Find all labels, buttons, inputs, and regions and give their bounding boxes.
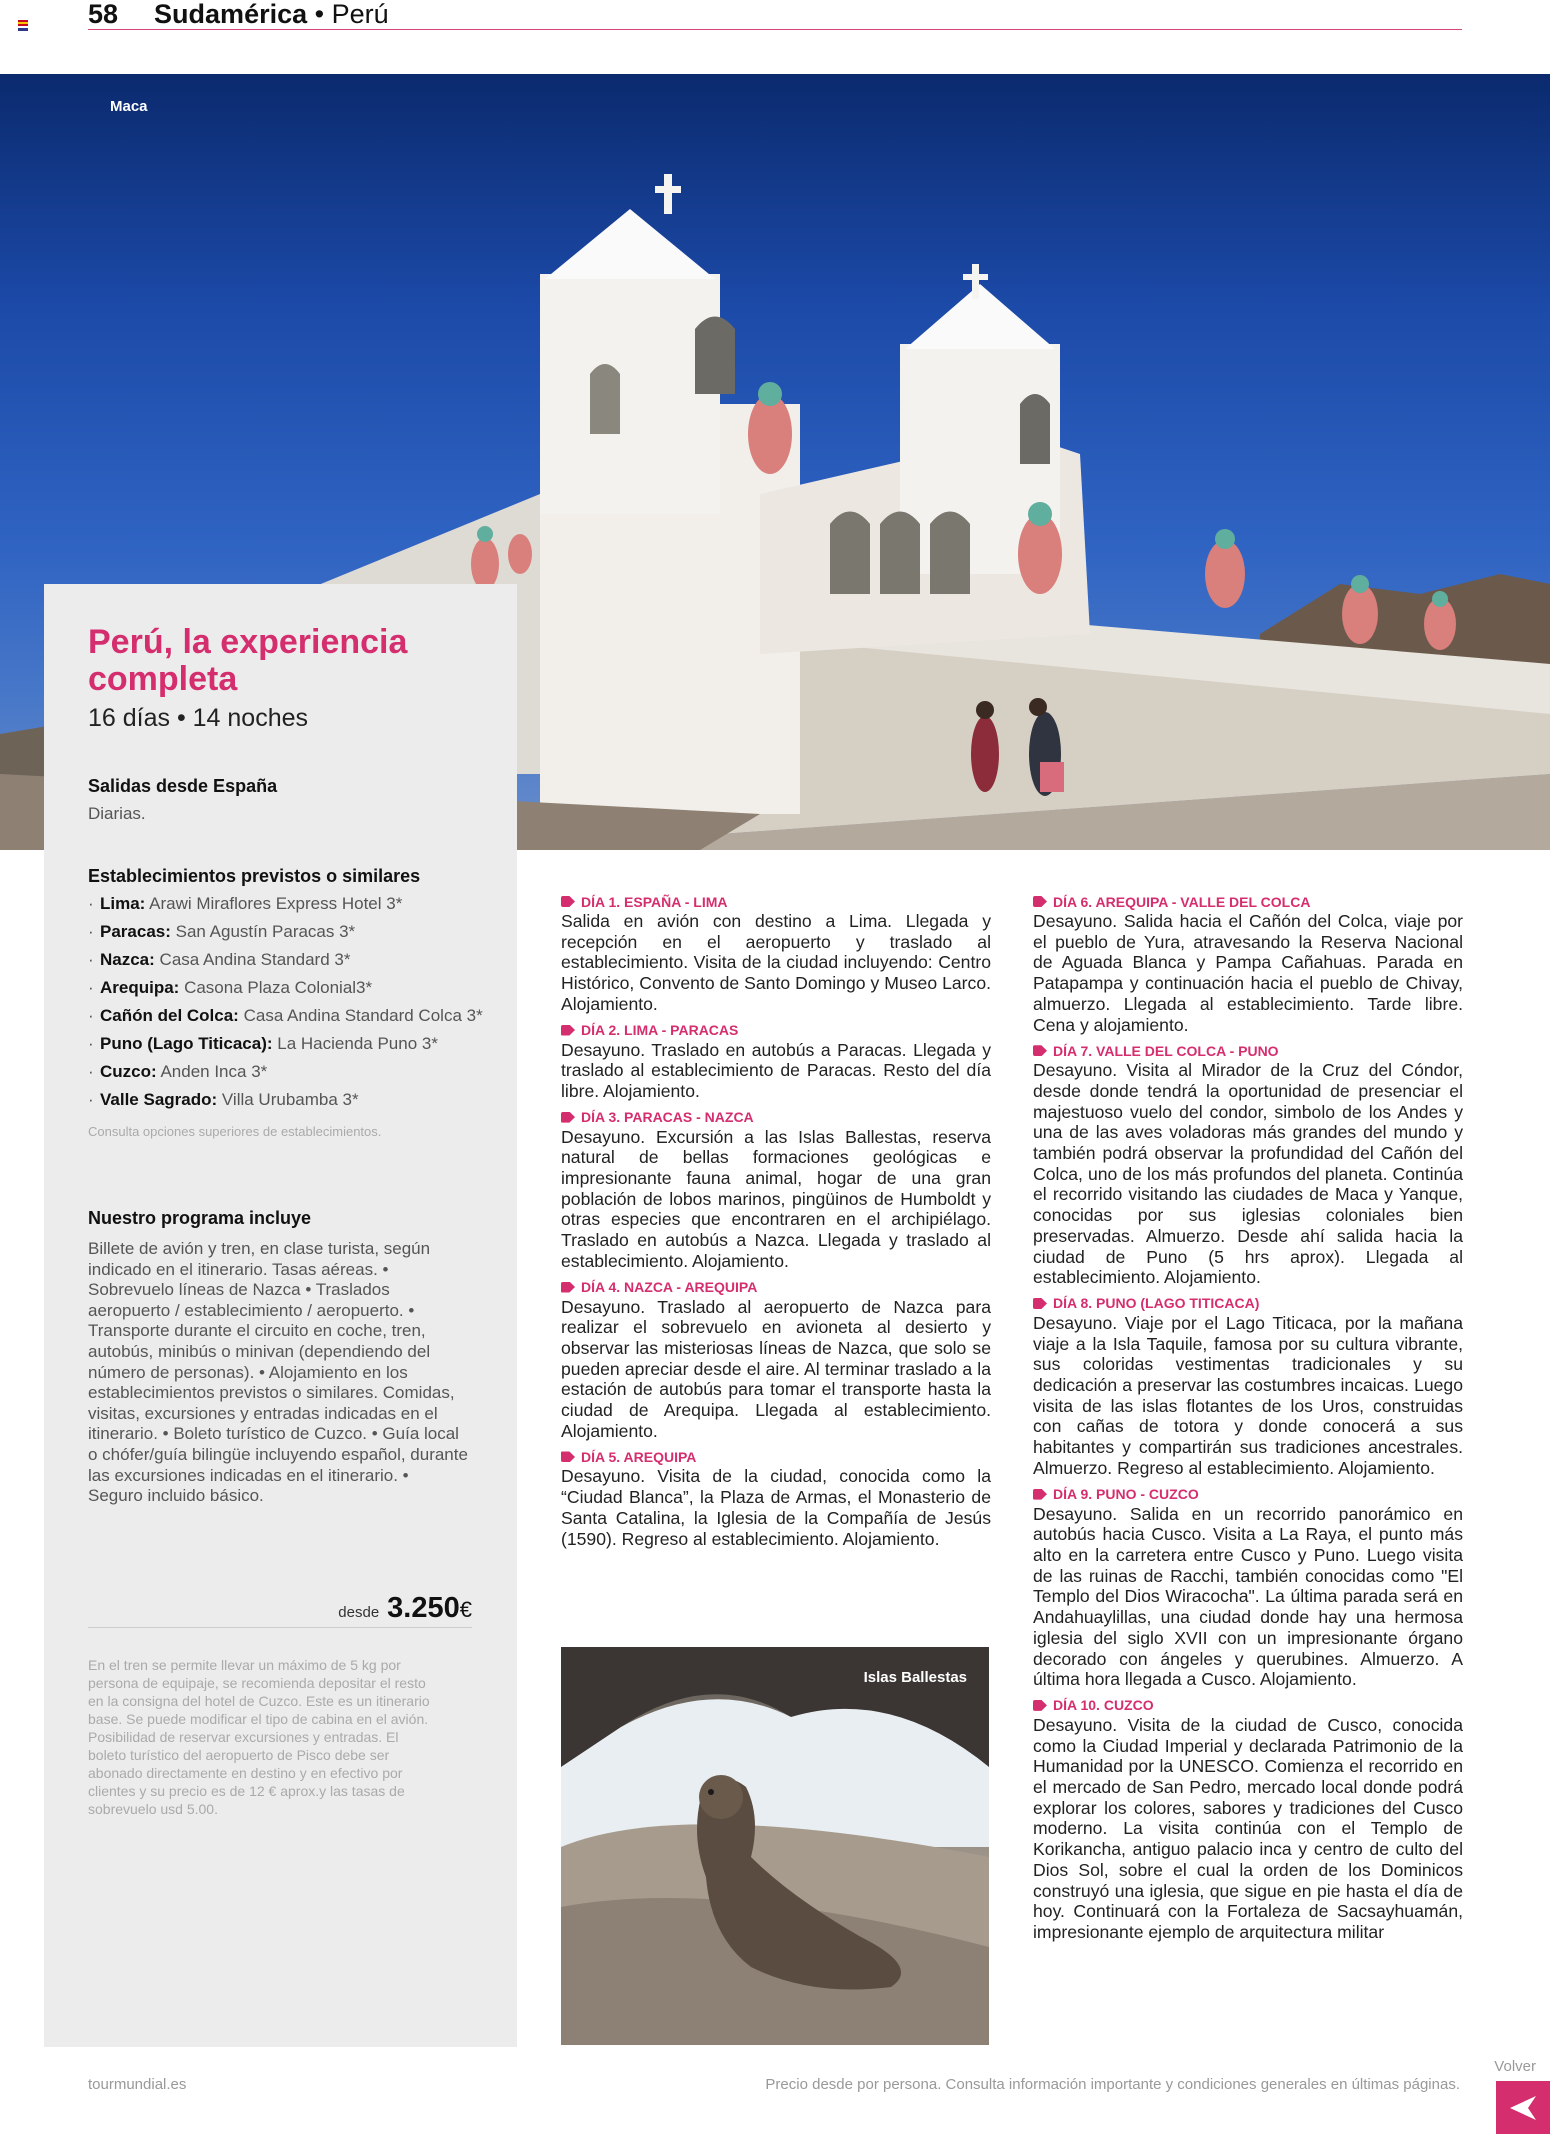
sea-lion-illustration <box>561 1647 989 2045</box>
hotel-item <box>88 949 488 970</box>
hotel-name: Casa Andina Standard Colca 3* <box>238 1006 483 1025</box>
trip-summary-panel <box>44 584 517 2047</box>
day-block <box>1033 1294 1463 1479</box>
hotel-place: Arequipa: <box>100 978 180 997</box>
day-title-text: DÍA 5. AREQUIPA <box>581 1448 697 1465</box>
hotel-item <box>88 1005 488 1026</box>
program-section <box>88 1208 468 1507</box>
day-title-text: DÍA 3. PARACAS - NAZCA <box>581 1109 754 1126</box>
day-text: Desayuno. Traslado al aeropuerto de Nazca para realizar el sobrevuelo en avioneta al desierto y observar las misteriosas líneas de Nazca, que solo se pueden apreciar desde el aire. Al terminar traslado a la estación de autobús para tomar el transporte hasta la ciudad de Arequipa. Llegada al establecimiento. Alojamiento. <box>561 1296 991 1441</box>
price-currency: € <box>459 1597 472 1622</box>
day-block <box>1033 1041 1463 1288</box>
day-text: Salida en avión con destino a Lima. Llegada y recepción en el aeropuerto y traslado al establecimiento. Visita de la ciudad incluyendo: Centro Histórico, Convento de Santo Domingo y Museo Larco. Alojamiento. <box>561 911 991 1014</box>
departures-heading: Salidas desde España <box>88 776 278 796</box>
hotel-name: La Hacienda Puno 3* <box>272 1034 438 1053</box>
program-text: Billete de avión y tren, en clase turista, según indicado en el itinerario. Tasas aéreas. • Sobrevuelo líneas de Nazca • Traslados aeropuerto / establecimiento / aeropuerto. • Transporte durante el circuito en coche, tren, autobús, minibús o minivan (dependiendo del número de personas). • Alojamiento en los establecimientos previstos o similares. Comidas, visitas, excursiones y entradas indicadas en el itinerario. • Boleto turístico de Cuzco. • Guía local o chófer/guía bilingüe incluyendo español, durante las excursiones indicadas en el itinerario. • Seguro incluido básico. <box>88 1239 468 1506</box>
day-title-text: DÍA 7. VALLE DEL COLCA - PUNO <box>1053 1042 1279 1059</box>
day-block <box>561 892 991 1015</box>
hotel-item <box>88 1089 488 1110</box>
day-title <box>1033 1696 1463 1715</box>
day-block <box>561 1447 991 1549</box>
hotels-note: Consulta opciones superiores de establecimientos. <box>88 1124 382 1139</box>
price-line <box>88 1584 472 1628</box>
hotel-name: Arawi Miraflores Express Hotel 3* <box>145 894 403 913</box>
day-text: Desayuno. Excursión a las Islas Ballestas, reserva natural de bellas formaciones geológicas e impresionante fauna animal, hogar de una gran población de lobos marinos, pingüinos de Humboldt y otras especies que encontraren en el archipiélago. Traslado en autobús a Nazca. Llegada y traslado al establecimiento. Alojamiento. <box>561 1126 991 1271</box>
hotel-place: Lima: <box>100 894 146 913</box>
day-block <box>1033 1485 1463 1690</box>
arrow-marker-icon <box>561 1282 575 1293</box>
arrow-marker-icon <box>561 1451 575 1462</box>
hotel-place: Paracas: <box>100 922 171 941</box>
hotel-name: San Agustín Paracas 3* <box>170 922 356 941</box>
day-text: Desayuno. Visita al Mirador de la Cruz del Cóndor, desde donde tendrá la oportunidad de presenciar el majestuoso vuelo del condor, simbolo de los Andes y una de las aves voladoras más grandes del mundo y también podrá observar la profundidad del Cañón del Colca, uno de los más profundos del planeta. Continúa el recorrido visitando las ciudades de Maca y Yanque, conocidas por sus iglesias coloniales bien preservadas. Almuerzo. Desde ahí salida hacia la ciudad de Puno (5 hrs aprox). Llegada al establecimiento. Alojamiento. <box>1033 1060 1463 1288</box>
hotels-list <box>88 893 488 1110</box>
back-button[interactable] <box>1496 2081 1550 2134</box>
section-title <box>154 0 389 30</box>
hotels-heading: Establecimientos previstos o similares <box>88 866 421 886</box>
section-title-rest: • Perú <box>307 0 389 29</box>
day-text: Desayuno. Salida hacia el Cañón del Colca, viaje por el pueblo de Yura, atravesando la Reserva Nacional de Aguada Blanca y Pampa Cañahuas. Parada en Patapampa y continuación hacia el pueblo de Chivay, almuerzo. Llegada al establecimiento. Tarde libre. Cena y alojamiento. <box>1033 911 1463 1035</box>
day-title-text: DÍA 8. PUNO (LAGO TITICACA) <box>1053 1295 1260 1312</box>
section-title-bold: Sudamérica <box>154 0 308 29</box>
hotel-name: Anden Inca 3* <box>156 1062 268 1081</box>
day-text: Desayuno. Salida en un recorrido panorámico en autobús hacia Cusco. Visita a La Raya, el punto más alto en la carretera entre Cusco y Puno. Luego visita de las ruinas de Racchi, también conocidas como "El Templo del Dios Wiracocha". La última parada será en Andahuaylillas, una ciudad donde hay una hermosa iglesia del siglo XVII con un impresionante órgano decorado con ángeles y querubines. Almuerzo. A última hora llegada a Cusco. Alojamiento. <box>1033 1503 1463 1690</box>
day-title <box>1033 892 1463 911</box>
hotel-place: Cuzco: <box>100 1062 157 1081</box>
day-title-text: DÍA 4. NAZCA - AREQUIPA <box>581 1279 758 1296</box>
hotel-place: Puno (Lago Titicaca): <box>100 1034 273 1053</box>
hotel-item <box>88 893 488 914</box>
day-block <box>561 1108 991 1272</box>
day-block <box>1033 1696 1463 1943</box>
day-title <box>561 1021 991 1040</box>
hotel-item <box>88 921 488 942</box>
luggage-note: En el tren se permite llevar un máximo de 5 kg por persona de equipaje, se recomienda depositar el resto en la consigna del hotel de Cuzco. Este es un itinerario base. Se puede modificar el tipo de cabina en el avión. Posibilidad de reservar excursiones y entradas. El boleto turístico del aeropuerto de Pisco debe ser abonado directamente en destino y en efectivo por clientes y su precio es de 12 € aprox.y las tasas de sobrevuelo usd 5.00. <box>88 1657 430 1817</box>
day-title-text: DÍA 9. PUNO - CUZCO <box>1053 1486 1199 1503</box>
hotel-item <box>88 977 488 998</box>
day-text: Desayuno. Traslado en autobús a Paracas. Llegada y traslado al establecimiento de Paracas. Resto del día libre. Alojamiento. <box>561 1039 991 1101</box>
day-title <box>561 892 991 911</box>
hotels-section <box>88 866 488 1139</box>
day-title <box>1033 1485 1463 1504</box>
day-title-text: DÍA 10. CUZCO <box>1053 1697 1154 1714</box>
itinerary-column-1 <box>561 892 991 1555</box>
page-header <box>88 0 1462 30</box>
departures-section <box>88 776 277 824</box>
hotel-place: Nazca: <box>100 950 155 969</box>
arrow-marker-icon <box>561 1025 575 1036</box>
day-title-text: DÍA 1. ESPAÑA - LIMA <box>581 893 728 910</box>
arrow-marker-icon <box>561 1112 575 1123</box>
photo-caption: Islas Ballestas <box>863 1669 967 1686</box>
arrow-marker-icon <box>1033 1045 1047 1056</box>
arrow-marker-icon <box>1033 896 1047 907</box>
hotel-name: Villa Urubamba 3* <box>217 1090 359 1109</box>
footer-site-link[interactable]: tourmundial.es <box>88 2076 187 2093</box>
trip-title: Perú, la experiencia completa <box>88 623 408 698</box>
sea-lion-photo <box>561 1647 989 2045</box>
back-label[interactable]: Volver <box>1494 2058 1536 2075</box>
day-block <box>1033 892 1463 1035</box>
itinerary-column-2 <box>1033 892 1463 1949</box>
day-title-text: DÍA 6. AREQUIPA - VALLE DEL COLCA <box>1053 893 1311 910</box>
day-block <box>561 1278 991 1442</box>
hero-caption: Maca <box>110 98 148 115</box>
hotel-place: Cañón del Colca: <box>100 1006 239 1025</box>
day-title <box>1033 1294 1463 1313</box>
day-title <box>561 1278 991 1297</box>
hotel-item <box>88 1061 488 1082</box>
hotel-place: Valle Sagrado: <box>100 1090 218 1109</box>
program-heading: Nuestro programa incluye <box>88 1208 312 1228</box>
hotel-item <box>88 1033 488 1054</box>
day-title-text: DÍA 2. LIMA - PARACAS <box>581 1022 739 1039</box>
departures-text: Diarias. <box>88 804 146 823</box>
back-arrow-icon <box>1508 2093 1538 2123</box>
day-text: Desayuno. Viaje por el Lago Titicaca, por la mañana viaje a la Isla Taquile, famosa por su cultura vibrante, sus coloridas vestimentas tradicionales y su dedicación a preservar las costumbres incaicas. Luego visita de las islas flotantes de los Uros, construidas con cañas de totora y donde conocerá a sus habitantes y compartirán sus tradiciones ancestrales. Almuerzo. Regreso al establecimiento. Alojamiento. <box>1033 1312 1463 1478</box>
arrow-marker-icon <box>1033 1298 1047 1309</box>
day-text: Desayuno. Visita de la ciudad de Cusco, conocida como la Ciudad Imperial y declarada Patrimonio de la Humanidad por la UNESCO. Comienza el recorrido en el mercado de San Pedro, mercado local donde podrá explorar los colores, sabores y tradiciones del Cusco moderno. La visita continúa con el Templo de Korikancha, antiguo palacio inca y centro de culto del Dios Sol, sobre el cual la orden de los Dominicos construyó una iglesia, que sigue en pie hasta el día de hoy. Continuará con la Fortaleza de Sacsayhuamán, impresionante ejemplo de arquitectura militar <box>1033 1714 1463 1942</box>
arrow-marker-icon <box>1033 1700 1047 1711</box>
spain-flag-icon <box>18 20 28 26</box>
day-title <box>561 1447 991 1466</box>
arrow-marker-icon <box>1033 1489 1047 1500</box>
arrow-marker-icon <box>561 896 575 907</box>
footer-note: Precio desde por persona. Consulta información importante y condiciones generales en últimas páginas. <box>765 2076 1460 2093</box>
day-block <box>561 1021 991 1102</box>
price-amount: 3.250 <box>387 1592 460 1624</box>
page-number: 58 <box>88 0 119 29</box>
day-title <box>1033 1041 1463 1060</box>
day-text: Desayuno. Visita de la ciudad, conocida como la “Ciudad Blanca”, la Plaza de Armas, el Monasterio de Santa Catalina, la Iglesia de la Compañía de Jesús (1590). Regreso al establecimiento. Alojamiento. <box>561 1466 991 1549</box>
hotel-name: Casona Plaza Colonial3* <box>179 978 373 997</box>
hotel-name: Casa Andina Standard 3* <box>154 950 351 969</box>
price-label: desde <box>338 1604 380 1621</box>
day-title <box>561 1108 991 1127</box>
trip-duration: 16 días • 14 noches <box>88 704 309 732</box>
